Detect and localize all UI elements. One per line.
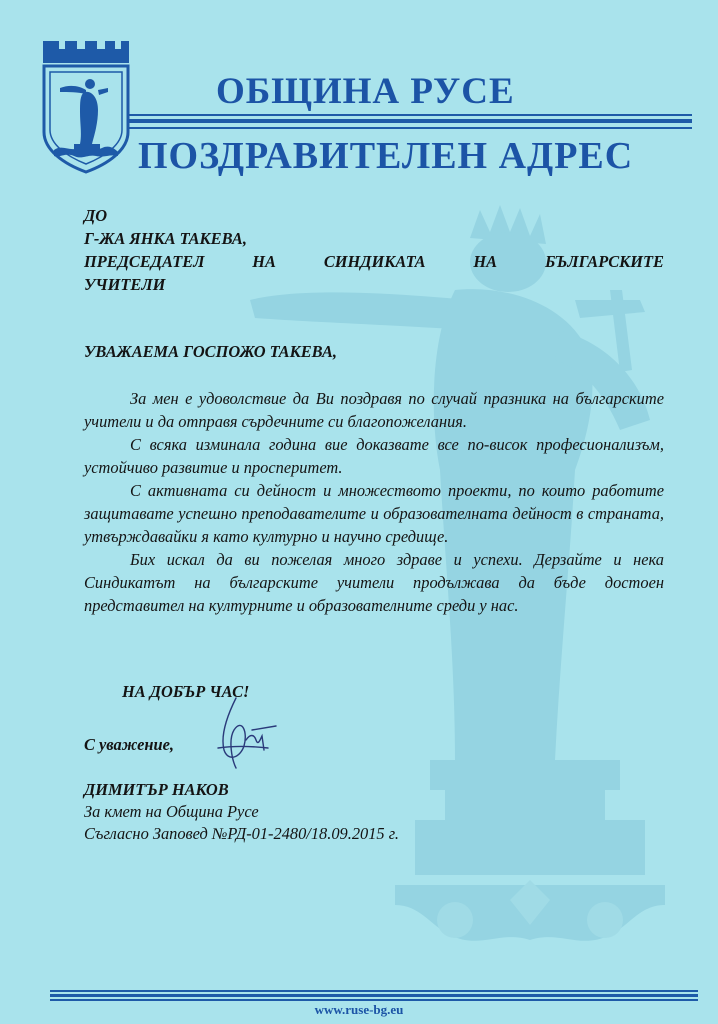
recipient-position-line2: УЧИТЕЛИ — [84, 275, 166, 294]
letter-body — [84, 387, 664, 617]
recipient-block — [84, 204, 664, 296]
paragraph-2: С всяка изминала година вие доказвате все по-висок професионализъм, устойчиво развитие и просперитет. — [84, 435, 664, 477]
municipality-title: ОБЩИНА РУСЕ — [216, 71, 515, 112]
recipient-to: ДО — [84, 206, 108, 225]
handwritten-signature — [206, 690, 286, 770]
signer-order: Съгласно Заповед №РД-01-2480/18.09.2015 г. — [84, 824, 399, 843]
closing-cheer: НА ДОБЪР ЧАС! — [122, 682, 250, 701]
footer-website: www.ruse-bg.eu — [314, 1002, 404, 1017]
paragraph-3: С активната си дейност и множеството проекти, по които работите защитавате успешно преподавателите и образователната дейност в страната, утвърждавайки я като културно и научно средище. — [84, 481, 664, 546]
footer-rule-thin-1 — [50, 990, 698, 992]
footer-rule-thick — [50, 994, 698, 997]
salutation: УВАЖАЕМА ГОСПОЖО ТАКЕВА, — [84, 342, 337, 361]
footer-rule-thin-2 — [50, 999, 698, 1001]
regards: С уважение, — [84, 735, 174, 754]
header-rule-bottom-thin — [128, 127, 692, 129]
document-type-title: ПОЗДРАВИТЕЛЕН АДРЕС — [138, 135, 634, 177]
signer-block — [84, 779, 399, 845]
header-rule-top-thin — [128, 114, 692, 116]
paragraph-1: За мен е удоволствие да Ви поздравя по случай празника на българските учители и да отправя сърдечните си благопожелания. — [84, 389, 664, 431]
recipient-position-line1: ПРЕДСЕДАТЕЛ НА СИНДИКАТА НА БЪЛГАРСКИТЕ — [84, 252, 664, 271]
header-rule-top-thick — [128, 119, 692, 123]
signer-title: За кмет на Община Русе — [84, 802, 259, 821]
recipient-name: Г-ЖА ЯНКА ТАКЕВА, — [84, 229, 247, 248]
signer-name: ДИМИТЪР НАКОВ — [84, 780, 229, 799]
ruse-coat-of-arms-icon — [42, 40, 130, 174]
paragraph-4: Бих искал да ви пожелая много здраве и успехи. Дерзайте и нека Синдикатът на българските учители продължава да бъде достоен представител на културните и образователните среди у нас. — [84, 550, 664, 615]
